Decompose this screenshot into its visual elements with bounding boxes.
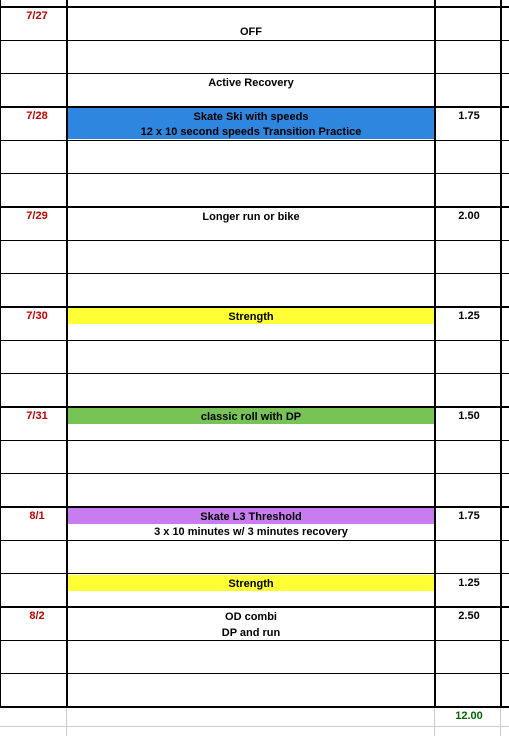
- grid-line: [0, 206, 509, 208]
- workout-cell: OFF: [240, 26, 262, 38]
- grid-line: [0, 240, 509, 241]
- grid-line: [0, 706, 509, 708]
- total-hours: 12.00: [455, 710, 483, 722]
- workout-cell: Strength: [228, 311, 274, 323]
- date-cell: 7/29: [26, 210, 48, 222]
- hours-cell: 1.25: [458, 577, 480, 589]
- grid-line: [0, 540, 509, 541]
- grid-line: [0, 473, 509, 474]
- workout-cell: Strength: [228, 578, 274, 590]
- grid-line: [0, 440, 509, 441]
- workout-cell: Skate L3 Threshold: [200, 511, 302, 523]
- grid-line-faint: [434, 708, 435, 736]
- hours-cell: 1.75: [458, 110, 480, 122]
- workout-cell: DP and run: [221, 627, 281, 639]
- grid-line: [0, 606, 509, 608]
- grid-line: [0, 40, 509, 41]
- hours-cell: 1.25: [458, 310, 480, 322]
- date-cell: 7/28: [26, 110, 48, 122]
- grid-line: [0, 273, 509, 274]
- hours-cell: 1.50: [458, 410, 480, 422]
- date-cell: 8/1: [29, 510, 45, 522]
- grid-line: [0, 573, 509, 574]
- date-cell: 7/27: [26, 10, 48, 22]
- grid-line: [0, 373, 509, 374]
- grid-line: [0, 673, 509, 674]
- date-cell: 8/2: [29, 610, 45, 622]
- grid-line: [0, 340, 509, 341]
- grid-line-faint: [0, 726, 509, 727]
- date-cell: 7/30: [26, 310, 48, 322]
- grid-line: [0, 173, 509, 174]
- workout-cell: OD combi: [225, 611, 277, 623]
- date-cell: 7/31: [26, 410, 48, 422]
- grid-line: [0, 640, 509, 641]
- grid-line: [0, 73, 509, 74]
- grid-line: [0, 6, 509, 8]
- workout-cell: classic roll with DP: [200, 411, 302, 423]
- hours-cell: 1.75: [458, 510, 480, 522]
- workout-cell: Skate Ski with speeds: [193, 111, 309, 123]
- hours-cell: 2.00: [458, 210, 480, 222]
- hours-cell: 2.50: [458, 610, 480, 622]
- grid-line-faint: [66, 708, 67, 736]
- workout-cell: 12 x 10 second speeds Transition Practice: [140, 126, 362, 138]
- workout-cell: Active Recovery: [208, 77, 294, 89]
- grid-line: [0, 140, 509, 141]
- workout-cell: Longer run or bike: [202, 211, 300, 223]
- workout-cell: 3 x 10 minutes w/ 3 minutes recovery: [154, 526, 348, 538]
